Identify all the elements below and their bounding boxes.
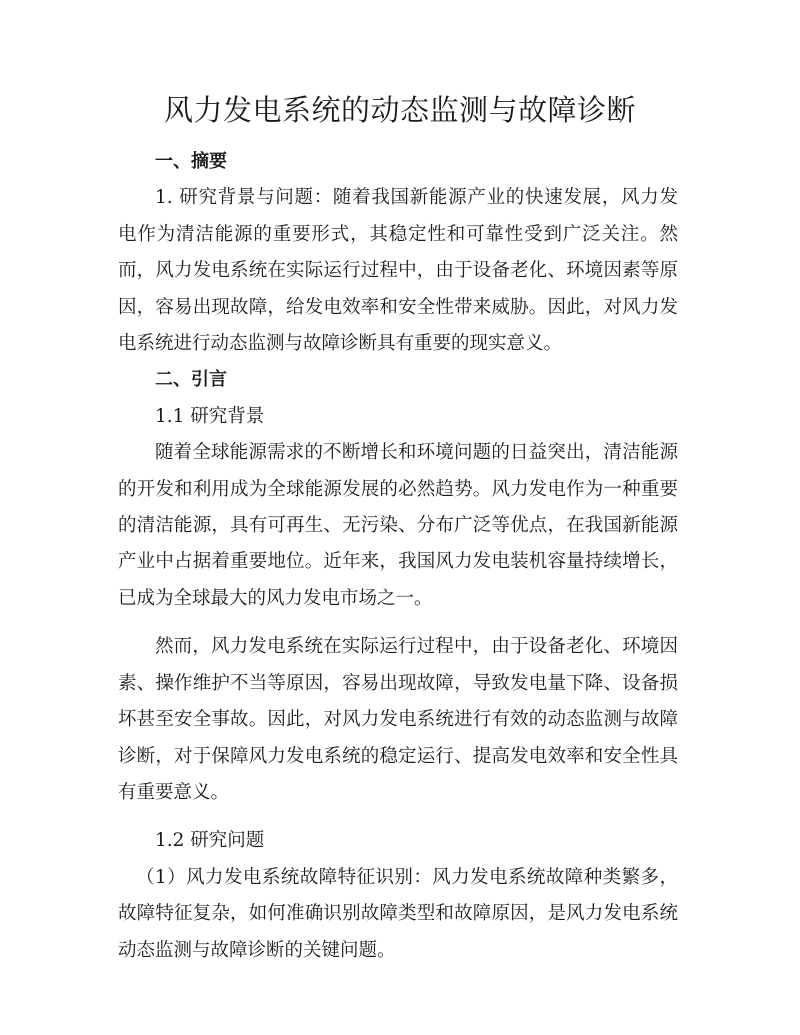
intro-paragraph-3: （1）风力发电系统故障特征识别：风力发电系统故障种类繁多，故障特征复杂，如何准确识别故障类型和故障原因，是风力发电系统动态监测与故障诊断的关键问题。 [118,866,678,961]
section-heading-abstract: 一、摘要 [155,151,227,172]
section-heading-intro: 二、引言 [155,369,227,391]
abstract-paragraph: 1. 研究背景与问题：随着我国新能源产业的快速发展，风力发电作为清洁能源的重要形式，其稳定性和可靠性受到广泛关注。然而，风力发电系统在实际运行过程中，由于设备老化、环境因素等原因，容易出现故障，给发电效率和安全性带来威胁。因此，对风力发电系统进行动态监测与故障诊断具有重要的现实意义。 [118,187,678,355]
intro-paragraph-1: 随着全球能源需求的不断增长和环境问题的日益突出，清洁能源的开发和利用成为全球能源发展的必然趋势。风力发电作为一种重要的清洁能源，具有可再生、无污染、分布广泛等优点，在我国新能源产业中占据着重要地位。近年来，我国风力发电装机容量持续增长，已成为全球最大的风力发电市场之一。 [118,442,678,609]
document-body [118,144,678,969]
subheading-research-questions: 1.2 研究问题 [155,830,265,852]
document-title: 风力发电系统的动态监测与故障诊断 [163,93,636,127]
intro-paragraph-2: 然而，风力发电系统在实际运行过程中，由于设备老化、环境因素、操作维护不当等原因，容易出现故障，导致发电量下降、设备损坏甚至安全事故。因此，对风力发电系统进行有效的动态监测与故障诊断，对于保障风力发电系统的稳定运行、提高发电效率和安全性具有重要意义。 [118,636,678,803]
subheading-research-background: 1.1 研究背景 [155,405,265,427]
paragraph-gap [118,617,678,629]
paragraph-gap [118,811,678,823]
